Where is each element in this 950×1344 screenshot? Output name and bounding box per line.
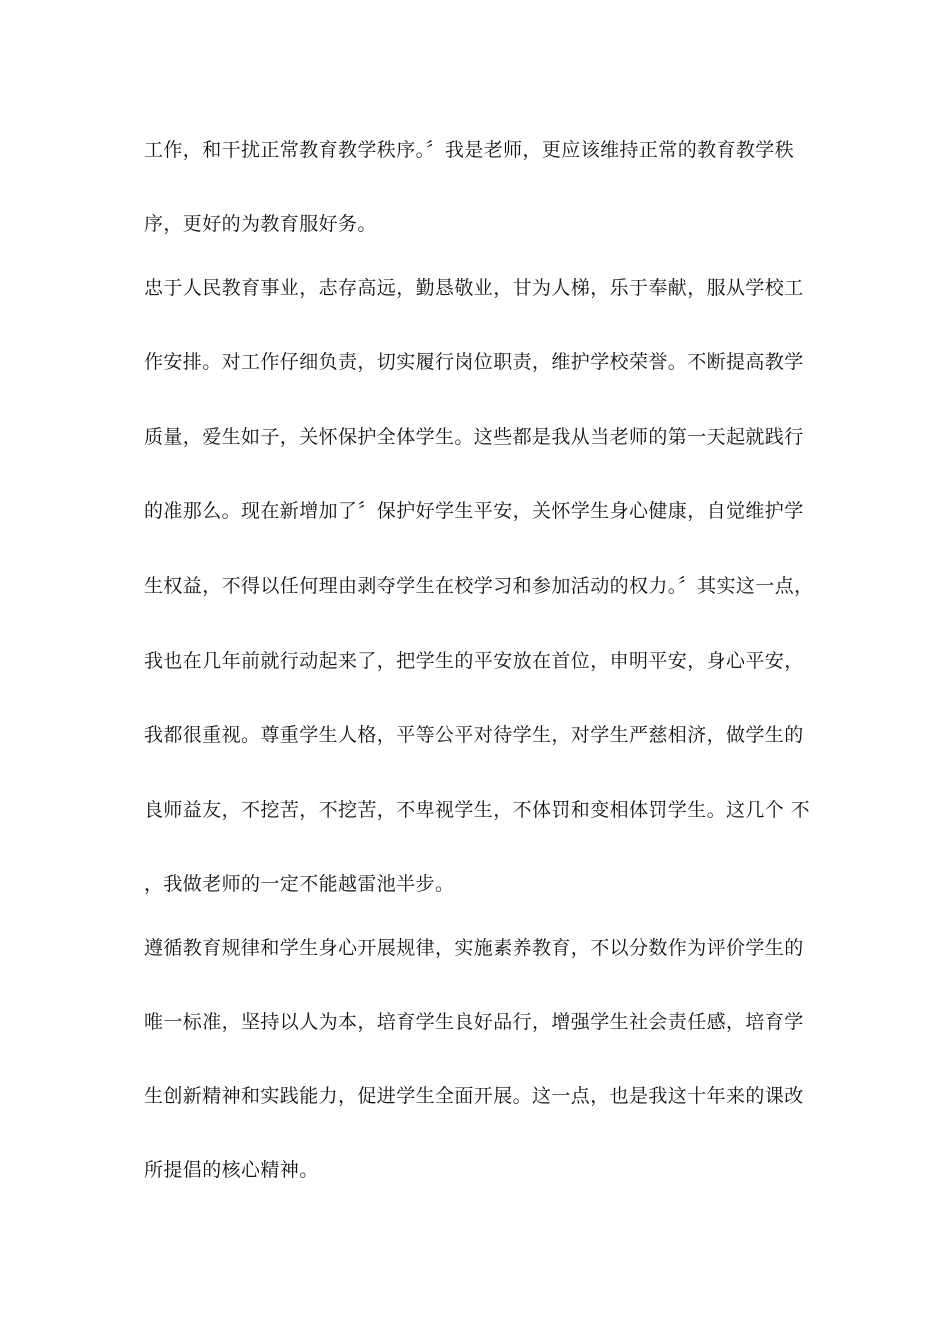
text-line: ，我做老师的一定不能越雷池半步。 — [144, 873, 455, 895]
text-line: 作安排。对工作仔细负责，切实履行岗位职责，维护学校荣誉。不断提高教学 — [144, 351, 804, 373]
text-line: 生权益，不得以任何理由剥夺学生在校学习和参加活动的权力。〞其实这一点， — [144, 575, 814, 597]
text-line: 的准那么。现在新增加了〞保护好学生平安，关怀学生身心健康，自觉维护学 — [144, 500, 804, 522]
text-line: 工作，和干扰正常教育教学秩序。〞我是老师，更应该维持正常的教育教学秩 — [144, 139, 795, 161]
text-line: 质量，爱生如子，关怀保护全体学生。这些都是我从当老师的第一天起就践行 — [144, 426, 804, 448]
text-line: 遵循教育规律和学生身心开展规律，实施素养教育，不以分数作为评价学生的 — [144, 937, 804, 959]
text-line: 序，更好的为教育服好务。 — [144, 213, 377, 235]
text-line: 生创新精神和实践能力，促进学生全面开展。这一点，也是我这十年来的课改 — [144, 1085, 804, 1107]
text-line: 我也在几年前就行动起来了，把学生的平安放在首位，申明平安，身心平安， — [144, 650, 804, 672]
text-line: 唯一标准，坚持以人为本，培育学生良好品行，增强学生社会责任感，培育学 — [144, 1011, 804, 1033]
text-line: 良师益友，不挖苦，不挖苦，不卑视学生，不体罚和变相体罚学生。这几个 不 — [144, 799, 811, 821]
text-line: 我都很重视。尊重学生人格，平等公平对待学生，对学生严慈相济，做学生的 — [144, 724, 804, 746]
text-line: 所提倡的核心精神。 — [144, 1159, 319, 1181]
text-line: 忠于人民教育事业，志存高远，勤恳敬业，甘为人梯，乐于奉献，服从学校工 — [144, 277, 804, 299]
